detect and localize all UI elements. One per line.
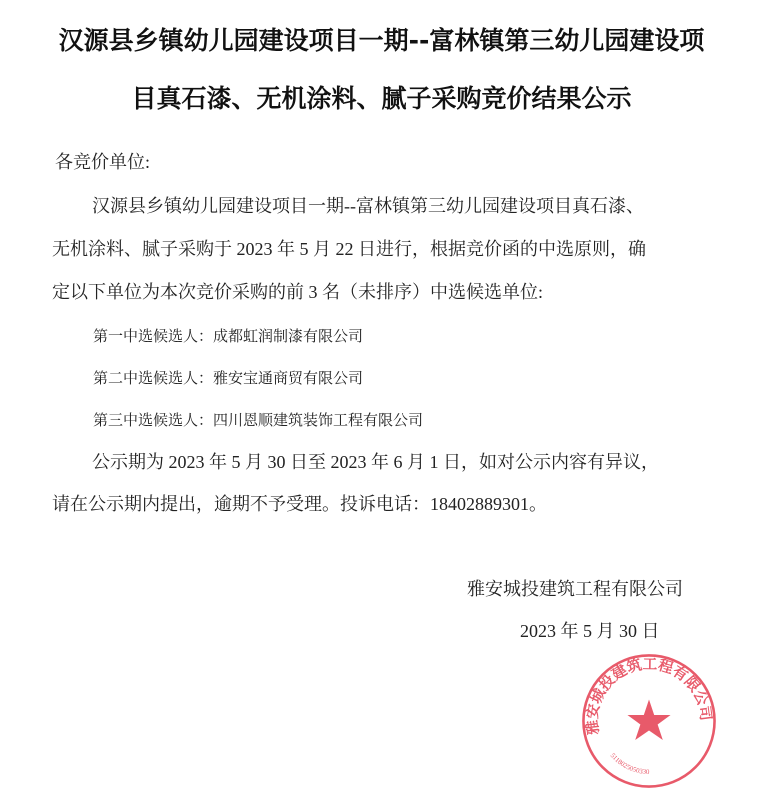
paragraph-1-line: 无机涂料、腻子采购于 2023 年 5 月 22 日进行，根据竞价函的中选原则，确 xyxy=(52,239,646,259)
candidate-2 xyxy=(93,369,363,387)
candidate-3 xyxy=(93,411,423,429)
seal-number: 5118025050330 xyxy=(608,752,650,776)
paragraph-1-line: 汉源县乡镇幼儿园建设项目一期--富林镇第三幼儿园建设项目真石漆、 xyxy=(92,196,644,216)
candidate-label: 第三中选候选人： xyxy=(93,411,214,429)
candidate-name: 四川恩顺建筑装饰工程有限公司 xyxy=(213,411,424,429)
paragraph-2-line: 公示期为 2023 年 5 月 30 日至 2023 年 6 月 1 日，如对公示内容有异议， xyxy=(92,452,659,472)
candidate-1 xyxy=(93,327,363,345)
candidate-name: 成都虹润制漆有限公司 xyxy=(213,327,364,345)
candidate-name: 雅安宝通商贸有限公司 xyxy=(213,369,364,387)
paragraph-2-line: 请在公示期内提出，逾期不予受理。投诉电话：18402889301。 xyxy=(52,494,547,514)
signature-company: 雅安城投建筑工程有限公司 xyxy=(467,579,683,599)
company-seal xyxy=(580,652,718,790)
paragraph-1-line: 定以下单位为本次竞价采购的前 3 名（未排序）中选候选单位: xyxy=(52,282,543,302)
seal-text: 雅安城投建筑工程有限公司 xyxy=(584,656,714,736)
candidate-label: 第二中选候选人： xyxy=(93,369,214,387)
signature-date: 2023 年 5 月 30 日 xyxy=(520,621,660,641)
title-line-2: 目真石漆、无机涂料、腻子采购竞价结果公示 xyxy=(131,84,632,113)
title-line-1: 汉源县乡镇幼儿园建设项目一期--富林镇第三幼儿园建设项 xyxy=(58,26,705,55)
salutation: 各竞价单位: xyxy=(55,152,151,172)
candidate-label: 第一中选候选人： xyxy=(93,327,214,345)
star-icon xyxy=(627,699,670,740)
